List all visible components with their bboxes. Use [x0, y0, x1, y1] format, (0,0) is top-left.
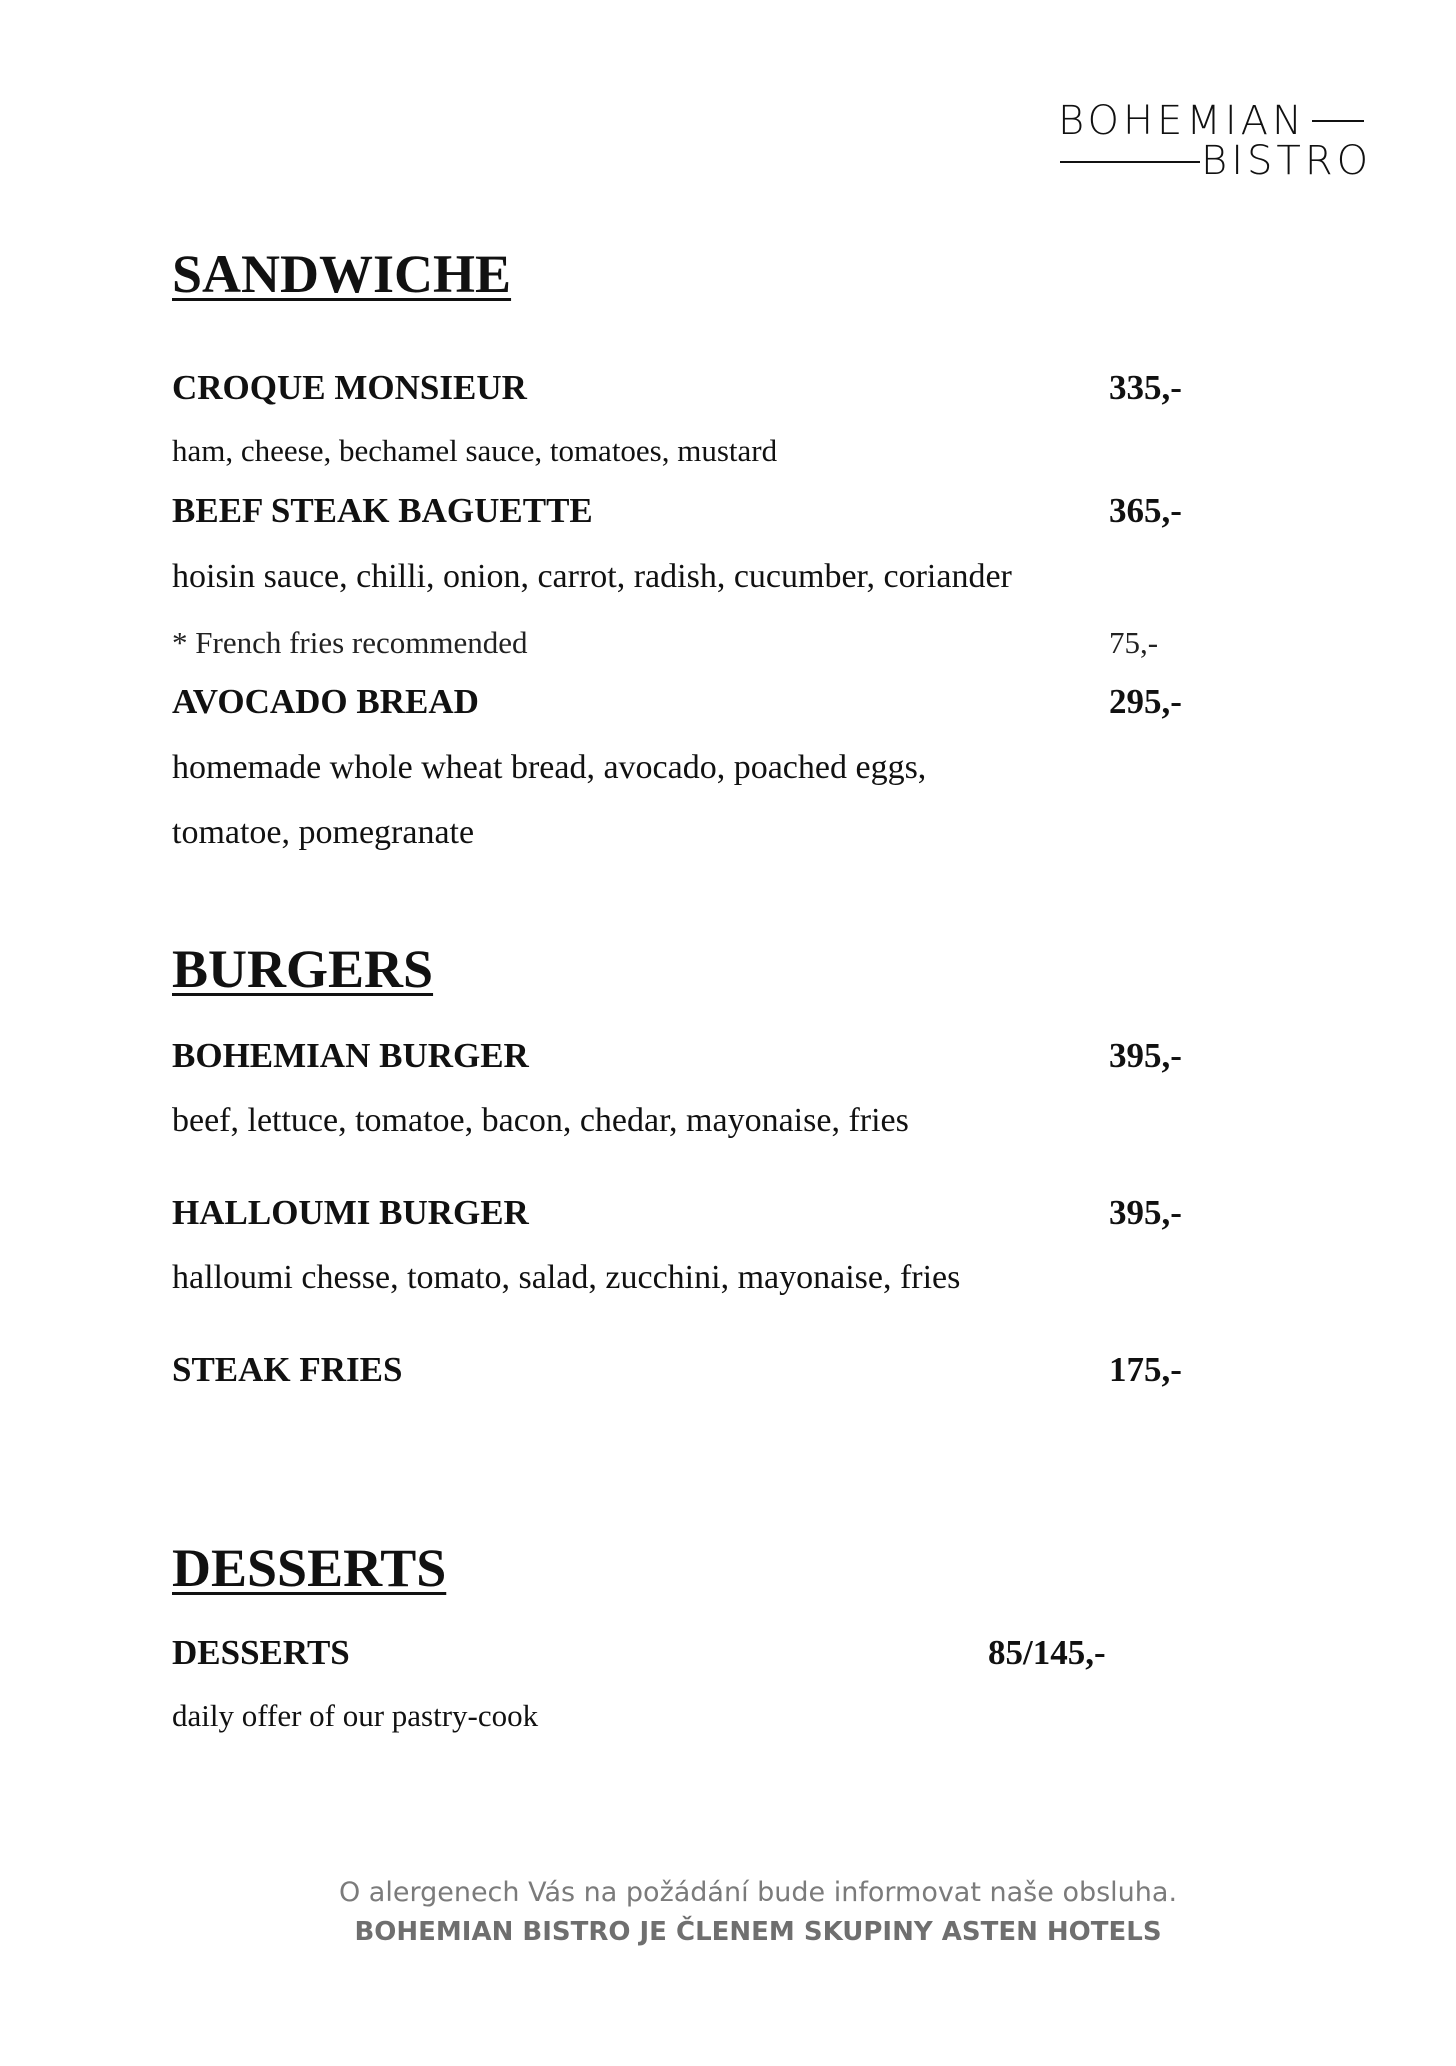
item-note-price-french-fries: 75,-	[1109, 625, 1159, 660]
item-price-desserts: 85/145,-	[988, 1633, 1106, 1672]
item-name-steak-fries: STEAK FRIES	[172, 1350, 403, 1389]
item-desc-croque-monsieur: ham, cheese, bechamel sauce, tomatoes, mustard	[172, 433, 778, 468]
footer-allergen-note: O alergenech Vás na požádání bude informovat naše obsluha.	[338, 1877, 1178, 1908]
logo-line-1: BOHEMIAN	[1058, 98, 1306, 144]
bohemian-bistro-logo	[1058, 98, 1373, 184]
item-note-french-fries: * French fries recommended	[172, 625, 528, 660]
item-desc-beef-steak-baguette: hoisin sauce, chilli, onion, carrot, radish, cucumber, coriander	[172, 558, 1012, 595]
item-price-croque-monsieur: 335,-	[1109, 368, 1182, 407]
item-desc-avocado-bread-line-1: homemade whole wheat bread, avocado, poached eggs,	[172, 749, 927, 786]
item-price-bohemian-burger: 395,-	[1109, 1036, 1182, 1075]
item-desc-bohemian-burger: beef, lettuce, tomatoe, bacon, chedar, mayonaise, fries	[172, 1102, 909, 1139]
item-price-beef-steak-baguette: 365,-	[1109, 491, 1182, 530]
item-desc-avocado-bread-line-2: tomatoe, pomegranate	[172, 814, 475, 851]
logo-rule-bottom	[1060, 161, 1200, 163]
item-price-avocado-bread: 295,-	[1109, 682, 1182, 721]
item-price-steak-fries: 175,-	[1109, 1350, 1182, 1389]
section-title-burgers: BURGERS	[172, 939, 434, 999]
item-desc-halloumi-burger: halloumi chesse, tomato, salad, zucchini, mayonaise, fries	[172, 1259, 961, 1296]
section-title-desserts: DESSERTS	[172, 1538, 447, 1598]
item-desc-desserts: daily offer of our pastry-cook	[172, 1698, 539, 1733]
item-price-halloumi-burger: 395,-	[1109, 1193, 1182, 1232]
logo-line-2: BISTRO	[1201, 138, 1373, 184]
section-title-sandwiche: SANDWICHE	[172, 244, 512, 304]
item-name-desserts: DESSERTS	[172, 1633, 350, 1672]
item-name-bohemian-burger: BOHEMIAN BURGER	[172, 1036, 529, 1075]
logo-rule-top	[1312, 120, 1364, 122]
footer-group-note: BOHEMIAN BISTRO JE ČLENEM SKUPINY ASTEN HOTELS	[354, 1917, 1162, 1947]
item-name-beef-steak-baguette: BEEF STEAK BAGUETTE	[172, 491, 593, 530]
item-name-halloumi-burger: HALLOUMI BURGER	[172, 1193, 529, 1232]
item-name-croque-monsieur: CROQUE MONSIEUR	[172, 368, 527, 407]
item-name-avocado-bread: AVOCADO BREAD	[172, 682, 479, 721]
